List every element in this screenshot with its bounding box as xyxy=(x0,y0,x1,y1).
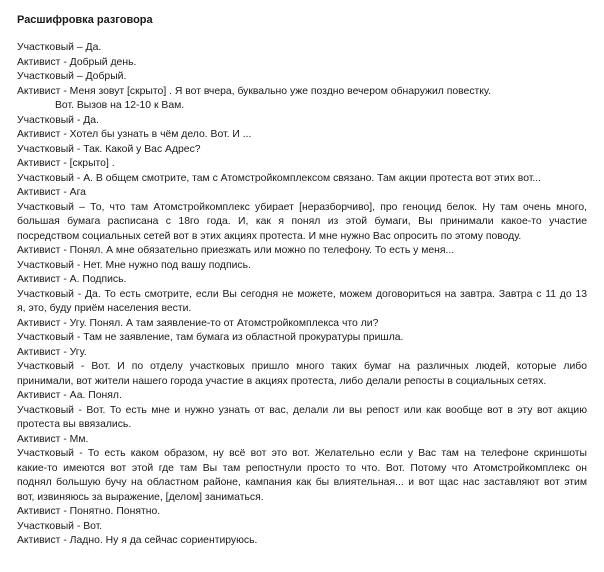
transcript-line: большая бумага расписана с 18го года. И, как я понял из этой бумаги, Вы принимали какое-то участие xyxy=(17,216,587,227)
transcript-line: Активист - Угу. Понял. А там заявление-то от Атомстройкомплекса что ли? xyxy=(17,317,379,329)
transcript-line: протеста вы ввязались. xyxy=(17,419,132,430)
transcript-paragraph xyxy=(17,70,587,85)
transcript-paragraph xyxy=(17,143,587,158)
transcript-paragraph xyxy=(17,346,587,361)
transcript-paragraph xyxy=(17,534,587,549)
transcript-line: Участковый – Добрый. xyxy=(17,71,127,82)
transcript-line: Активист - Ладно. Ну я да сейчас сориентируюсь. xyxy=(17,535,258,546)
transcript-line: Активист - Мм. xyxy=(17,433,89,445)
transcript-line: Активист - Хотел бы узнать в чём дело. Вот. И ... xyxy=(17,129,252,140)
transcript-paragraph xyxy=(17,186,587,201)
transcript-paragraph xyxy=(17,244,587,259)
transcript-line: Участковый - Да. То есть смотрите, если Вы сегодня не можете, можем договориться на завтра. Завтра с 11 до 13 xyxy=(17,288,587,300)
transcript-paragraph xyxy=(17,85,587,114)
transcript-line: принимали, вот жители нашего города участие в акциях протеста, либо делали репосты в социальных сетях. xyxy=(17,375,547,387)
transcript-line: Активист - Добрый день. xyxy=(17,56,137,68)
transcript-line: Активист - Ага xyxy=(17,187,86,198)
transcript-line: поднял большую бучу на областном районе, кампания как бы влиятельная... и вот щас нас заставляют вот этим xyxy=(17,477,587,488)
transcript-paragraph xyxy=(17,447,587,505)
transcript-paragraph xyxy=(17,404,587,433)
transcript-line: Участковый - А. В общем смотрите, там с Атомстройкомплексом связано. Там акции протеста вот этих вот... xyxy=(17,172,542,184)
transcript-line: вот, извиняюсь за выражение, [делом] заниматься. xyxy=(17,491,264,503)
document-title: Расшифровка разговора xyxy=(17,14,153,26)
transcript-paragraph xyxy=(17,389,587,404)
transcript-paragraph xyxy=(17,331,587,346)
transcript-line: Участковый – То, что там Атомстройкомплекс убирает [неразборчиво], про геноцид белок. Ну там очень много, xyxy=(17,201,587,213)
transcript-line: Участковый - Вот. И по отделу участковых пришло много таких бумаг на различных людей, которые либо xyxy=(17,361,587,372)
transcript-line: Вот. Вызов на 12-10 к Вам. xyxy=(55,100,185,111)
transcript-line: Участковый - Так. Какой у Вас Адрес? xyxy=(17,143,201,155)
transcript-paragraph xyxy=(17,520,587,535)
transcript-line: Участковый - Там не заявление, там бумага из областной прокуратуры пришла. xyxy=(17,332,404,343)
transcript-line: Активист - Меня зовут [скрыто] . Я вот вчера, буквально уже поздно вечером обнаружил повестку. xyxy=(17,85,491,97)
transcript-line: какие-то имеются вот этой где там Вы там репостнули просто то что. Вот. Потому что Атомстройкомплекс он xyxy=(17,462,587,474)
transcript-line: я, это, буду приём населения вести. xyxy=(17,303,192,314)
transcript-line: Участковый - Нет. Мне нужно под вашу подпись. xyxy=(17,259,251,271)
transcript-line: Активист - Угу. xyxy=(17,346,87,358)
transcript-paragraph xyxy=(17,360,587,389)
transcript-paragraph xyxy=(17,317,587,332)
transcript-paragraph xyxy=(17,259,587,274)
transcript-line: Активист - Аа. Понял. xyxy=(17,390,122,401)
transcript-line: Участковый - Да. xyxy=(17,114,99,126)
transcript-paragraph xyxy=(17,128,587,143)
transcript-line: Участковый - То есть каком образом, ну всё вот это вот. Желательно если у Вас там на телефоне скриншоты xyxy=(17,448,587,459)
transcript-line: Активист - А. Подпись. xyxy=(17,274,127,285)
transcript-paragraph xyxy=(17,56,587,71)
transcript-body xyxy=(17,41,587,549)
transcript-paragraph xyxy=(17,288,587,317)
transcript-line: Активист - [скрыто] . xyxy=(17,158,115,169)
transcript-paragraph xyxy=(17,273,587,288)
transcript-line: посредством социальных сетей вот в этих акциях протеста. И мне нужно Вас опросить по этому поводу. xyxy=(17,230,522,242)
transcript-paragraph xyxy=(17,114,587,129)
transcript-line: Активист - Понял. А мне обязательно приезжать или можно по телефону. То есть у меня... xyxy=(17,245,455,256)
transcript-paragraph xyxy=(17,433,587,448)
transcript-paragraph xyxy=(17,172,587,187)
transcript-paragraph xyxy=(17,157,587,172)
transcript-paragraph xyxy=(17,41,587,56)
transcript-line: Участковый - Вот. То есть мне и нужно узнать от вас, делали ли вы репост или как вообще вот в эту вот акцию xyxy=(17,404,587,416)
transcript-paragraph xyxy=(17,505,587,520)
transcript-line: Участковый – Да. xyxy=(17,42,102,53)
transcript-line: Участковый - Вот. xyxy=(17,520,103,532)
transcript-line: Активист - Понятно. Понятно. xyxy=(17,506,161,517)
transcript-paragraph xyxy=(17,201,587,245)
